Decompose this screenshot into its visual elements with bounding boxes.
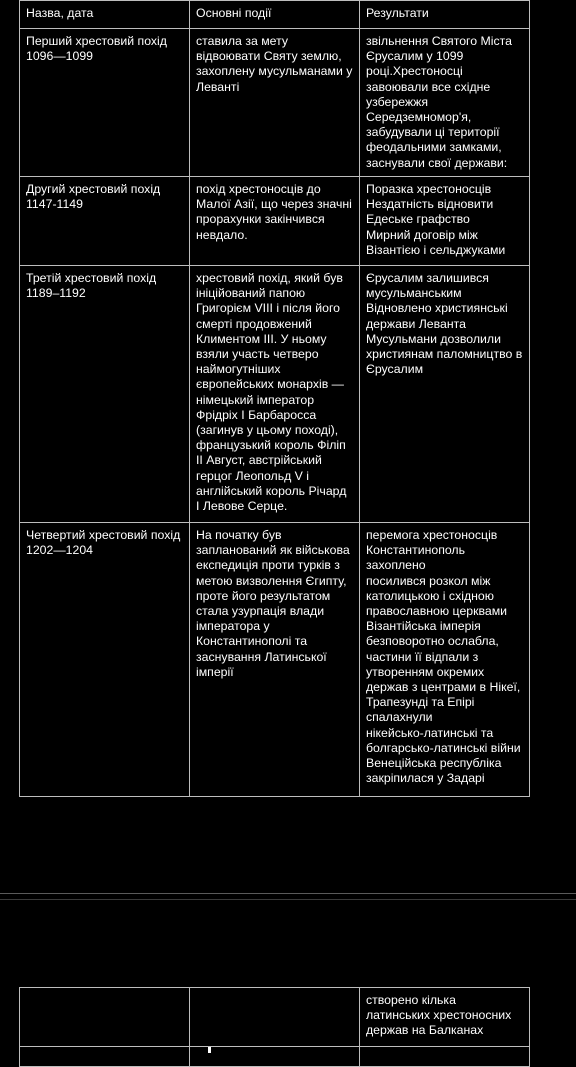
table-row [20, 523, 530, 797]
table-row [20, 266, 530, 523]
cell-results: Поразка хрестоносців Нездатність відновити Едеське графство Мирний договір між Візантією і сельджуками [360, 177, 530, 266]
cut-off-glyph [208, 1047, 211, 1053]
table-row [20, 29, 530, 177]
cell-name-date [20, 988, 190, 1047]
cell-name-date: Другий хрестовий похід 1147-1149 [20, 177, 190, 266]
cell-results [360, 1047, 530, 1067]
header-main-events: Основні події [190, 1, 360, 29]
cell-main-events: похід хрестоносців до Малої Азії, що через значні прорахунки закінчився невдало. [190, 177, 360, 266]
table-header-row [20, 1, 530, 29]
header-results: Результати [360, 1, 530, 29]
table-row [20, 1047, 530, 1067]
cell-main-events [190, 1047, 360, 1067]
cell-main-events: ставила за мету відвоювати Святу землю, захоплену мусульманами у Леванті [190, 29, 360, 177]
cell-main-events: На початку був запланований як військова експедиція проти турків з метою визволення Єгипту, проте його результатом стала узурпація влади імператора у Константинополі та заснування Латинської імперії [190, 523, 360, 797]
cell-main-events: хрестовий похід, який був ініційований папою Григорієм VIII і після його смерті продовжений Климентом III. У ньому взяли участь четверо наймогутніших європейських монархів — німецький імператор Фрідріх I Барбаросса (загинув у цьому поході), французький король Філіп II Август, австрійський герцог Леопольд V і англійський король Річард I Левове Серце. [190, 266, 360, 523]
cell-results: Єрусалим залишився мусульманським Відновлено християнські держави Леванта Мусульмани дозволили християнам паломництво в Єрусалим [360, 266, 530, 523]
crusades-table [19, 0, 530, 797]
page-break-divider [0, 893, 576, 894]
cell-name-date: Перший хрестовий похід 1096—1099 [20, 29, 190, 177]
cell-name-date: Третій хрестовий похід 1189–1192 [20, 266, 190, 523]
cell-results: перемога хрестоносців Константинополь захоплено посилився розкол між католицькою і східною православною церквами Візантійська імперія безповоротно ослабла, частини її відпали з утворенням окремих держав з центрами в Нікеї, Трапезунді та Епірі спалахнули нікейсько-латинські та болгарсько-латинські війни Венеційська республіка закріпилася у Задарі [360, 523, 530, 797]
cell-main-events [190, 988, 360, 1047]
header-name-date: Назва, дата [20, 1, 190, 29]
cell-results: створено кілька латинських хрестоносних держав на Балканах [360, 988, 530, 1047]
cell-name-date: Четвертий хрестовий похід 1202—1204 [20, 523, 190, 797]
table-row [20, 177, 530, 266]
cell-results: звільнення Святого Міста Єрусалим у 1099 році.Хрестоносці завоювали все східне узбережжя Середземномор'я, забудували ці території феодальними замками, заснували свої держави: [360, 29, 530, 177]
page-break-divider [0, 899, 576, 900]
cell-name-date [20, 1047, 190, 1067]
table-row [20, 988, 530, 1047]
crusades-table-continuation [19, 987, 530, 1067]
